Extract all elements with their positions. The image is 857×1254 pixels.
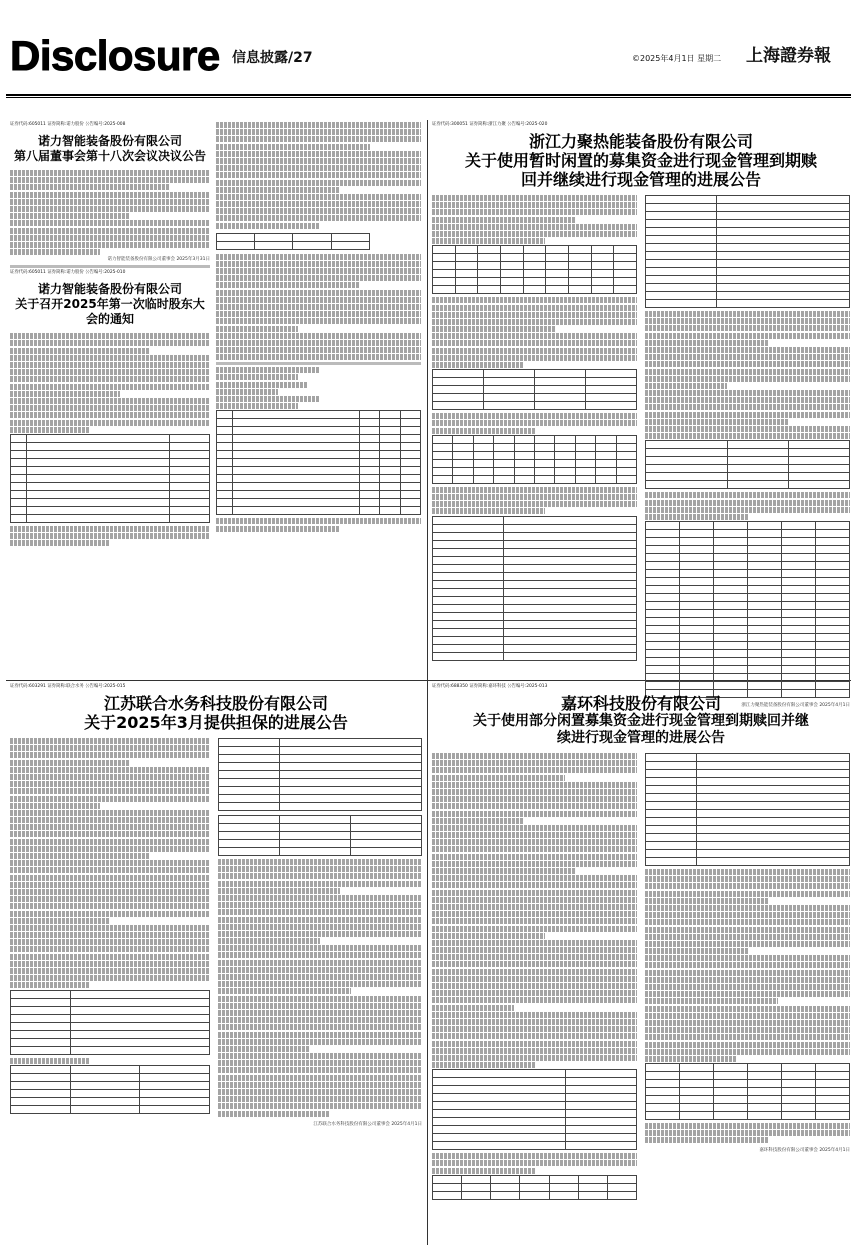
article-code-line: 证券代码:603291 证券简称:联合水务 公告编号:2025-015 [10,684,126,689]
article-code-line: 证券代码:300051 证券简称:浙江力聚 公告编号:2025-020 [432,122,548,127]
product-table [432,245,637,294]
product-detail-table [645,753,850,866]
guarantee-finance-table-2 [218,815,422,856]
product-detail-table [432,516,637,661]
masthead-rule-thin [6,97,851,98]
article-body-cont [10,526,210,546]
product-detail-table-2 [645,195,850,308]
paper-name: 上海證券報 [746,46,831,66]
article-signoff: 诺力智能装备股份有限公司董事会 2025年3月31日 [107,257,210,263]
article-lianhe [10,684,422,1244]
article-code-line: 证券代码:605011 证券简称:诺力股份 公告编号:2025-008 [10,122,126,127]
article-signoff: 江苏联合水务科技股份有限公司董事会 2025年4月1日 [313,1121,422,1127]
article-body [10,170,210,255]
finance-table [645,440,850,489]
article-company: 江苏联合水务科技股份有限公司 [103,694,328,713]
article-headline: 关于使用部分闲置募集资金进行现金管理到期赎回并继续进行现金管理的进展公告 [473,713,809,746]
fund-table [432,369,637,410]
article-headline: 关于2025年3月提供担保的进展公告 [84,713,348,732]
brand-logo: Disclosure [10,32,220,79]
article-headline: 关于召开2025年第一次临时股东大会的通知 [15,297,205,327]
redemption-table [432,435,637,484]
twelve-month-table [645,521,850,698]
section-title: 信息披露/27 [232,50,313,66]
guarantee-finance-table [10,1065,210,1114]
article-body [10,333,210,432]
article-company: 诺力智能装备股份有限公司 [37,282,182,297]
guarantee-table [10,990,210,1055]
article-jiahuan [432,684,850,1244]
meeting-table [216,233,370,250]
proposal-table [10,434,210,523]
article-code-line: 证券代码:688350 证券简称:嘉环科技 公告编号:2025-013 [432,684,548,689]
raised-funds-table [432,1069,637,1150]
guarantee-table-2 [218,738,422,811]
article-nuoli-board [10,122,210,674]
product-table [432,1175,637,1200]
article-signoff: 浙江力聚热能装备股份有限公司董事会 2025年4月1日 [741,703,850,709]
column-divider [427,120,428,1245]
article-signoff: 嘉环科技股份有限公司董事会 2025年4月1日 [759,1148,850,1154]
article-company: 浙江力聚热能装备股份有限公司 [528,132,753,151]
masthead [0,0,857,98]
article-headline: 关于使用暂时闲置的募集资金进行现金管理到期赎回并继续进行现金管理的进展公告 [464,151,817,189]
article-nuoli-body-cont [216,122,421,674]
date-line: ©2025年4月1日 星期二 [632,54,722,63]
twelve-month-table [645,1063,850,1120]
article-code-line: 证券代码:605011 证券简称:诺力股份 公告编号:2025-010 [10,270,126,276]
article-company: 诺力智能装备股份有限公司 [37,134,182,148]
masthead-rule [6,94,851,96]
proxy-table [216,410,421,515]
article-headline: 第八届董事会第十八次会议决议公告 [13,149,206,163]
article-company: 嘉环科技股份有限公司 [560,694,721,713]
